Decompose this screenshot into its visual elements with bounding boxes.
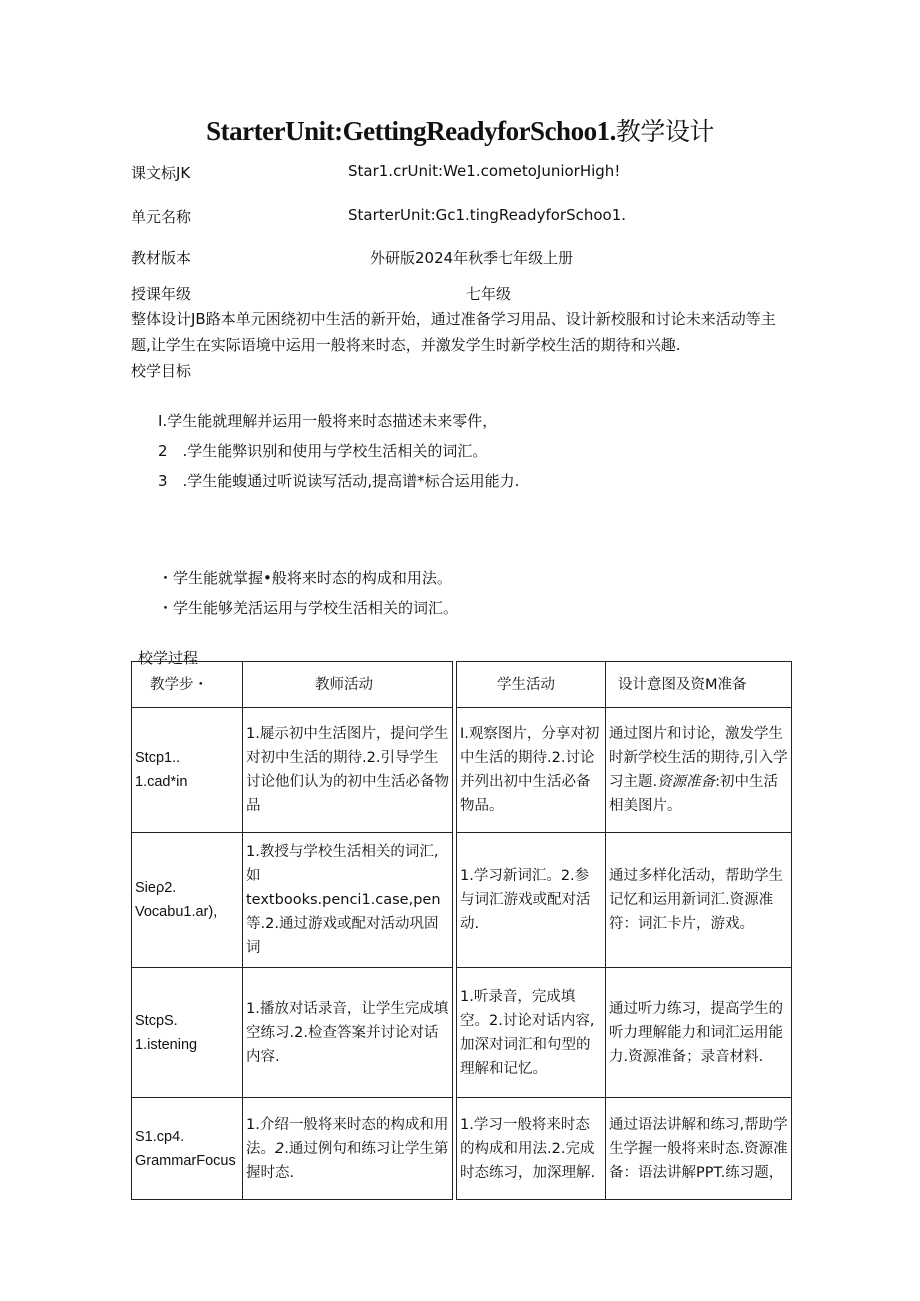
step-name: GrammarFocus <box>135 1152 236 1169</box>
table-row <box>132 968 792 1098</box>
field-label-textbook: 教材版本 <box>131 249 192 267</box>
step-name: Vocabu1.ar), <box>135 904 218 920</box>
table-row <box>132 1098 792 1200</box>
table-header-row <box>132 662 792 708</box>
step-cell <box>132 833 243 968</box>
design-intent-cell: 通过听力练习，提高学生的听力理解能力和词汇运用能力.资源准备；录音材料. <box>606 968 792 1098</box>
design-intent-cell: 通过多样化活动，帮助学生记忆和运用新词汇.资源准符：词汇卡片，游戏。 <box>606 833 792 968</box>
step-cell <box>132 968 243 1098</box>
step-cell <box>132 708 243 833</box>
field-label-lesson: 课文标JK <box>131 164 191 182</box>
key-point-item: ・学生能够羌活运用与学校生活相关的词汇。 <box>158 599 459 617</box>
objectives-label: 校学目标 <box>131 362 192 380</box>
field-value-grade: 七年级 <box>466 285 512 303</box>
teacher-activity-cell: 1.教授与学校生活相关的词汇,如textbooks.penci1.case,pen等.2.通过游戏或配对活动巩固词 <box>243 833 453 968</box>
table-row <box>132 708 792 833</box>
header-student-activity: 学生活动 <box>457 662 606 708</box>
teacher-text: 1.介绍一般将来时态的构成和用法。 <box>246 1116 449 1157</box>
step-name: 1.cad*in <box>135 774 188 790</box>
overall-design-paragraph: 整体设计JB路本单元困绕初中生活的新开始，通过准备学习用品、设计新校服和讨论未来活动等主题,让学生在实际语境中运用一般将来时态，并激发学生时新学校生活的期待和兴趣. <box>131 310 776 354</box>
field-label-grade: 授课年级 <box>131 285 192 303</box>
student-activity-cell: 1.听录音，完成填空。2.讨论对话内容,加深对词汇和句型的理解和记忆。 <box>457 968 606 1098</box>
field-label-unit: 单元名称 <box>131 208 192 226</box>
student-activity-cell: I.观察图片，分享对初中生活的期待.2.讨论并列出初中生活必备物品。 <box>457 708 606 833</box>
title-chinese: 教学设计 <box>615 117 714 146</box>
intent-resource-label: 资源准备 <box>657 774 716 790</box>
step-cell <box>132 1098 243 1200</box>
header-design-intent: 设计意图及资M准备 <box>606 662 792 708</box>
title-english: StarterUnit:GettingReadyforSchoo1. <box>206 116 616 146</box>
step-name: 1.istening <box>135 1036 198 1053</box>
step-number: Sieρ2. <box>135 880 177 896</box>
field-value-unit: StarterUnit:Gc1.tingReadyforSchoo1. <box>348 206 627 224</box>
intent-text: 通过图片和讨论，激发学生时新学校生活的期待,引入学习主题. <box>609 726 788 790</box>
process-label: 校学过程 <box>138 649 199 667</box>
student-activity-cell: 1.学习一般将来时态的构成和用法.2.完成时态练习，加深理解. <box>457 1098 606 1200</box>
intent-resource-text: :初中生活相美图片。 <box>609 774 778 814</box>
objective-item: I.学生能就理解并运用一般将来时态描述未来零件， <box>158 412 498 430</box>
teacher-activity-cell <box>243 1098 453 1200</box>
key-point-item: ・学生能就掌握•般将来时态的构成和用法。 <box>158 569 452 587</box>
design-intent-cell: 通过语法讲解和练习,帮助学生学握一般将来时态.资源准备：语法讲解PPT.练习题， <box>606 1098 792 1200</box>
objective-item: 3 .学生能蝮通过听说读写活动,提高谱*标合运用能力. <box>158 472 520 490</box>
design-intent-cell <box>606 708 792 833</box>
process-table <box>131 661 792 1200</box>
student-activity-cell: 1.学习新词汇。2.参与词汇游戏或配对活动. <box>457 833 606 968</box>
teacher-activity-cell: 1.屣示初中生活图片，提问学生对初中生活的期待.2.引导学生讨论他们认为的初中生活必备物品 <box>243 708 453 833</box>
teacher-activity-cell: 1.播放对话录音，让学生完成填空练习.2.检查答案并讨论对话内容. <box>243 968 453 1098</box>
step-number: S1.cp4. <box>135 1128 185 1145</box>
header-teacher-activity: 教师活动 <box>243 662 453 708</box>
document-title <box>0 112 920 148</box>
table-row <box>132 833 792 968</box>
step-number: Stcp1.. <box>135 750 181 766</box>
objective-item: 2 .学生能弊识别和使用与学校生活相关的词汇。 <box>158 442 488 460</box>
teacher-text-tail: .通过例句和练习让学生第握时态. <box>246 1140 449 1181</box>
field-value-lesson: Star1.crUnit:We1.cometoJuniorHigh! <box>348 162 621 180</box>
step-number: StcpS. <box>135 1012 178 1029</box>
header-step: 教学步・ <box>132 662 243 708</box>
teacher-italic-number: 2 <box>275 1140 285 1157</box>
field-value-textbook: 外研版2024年秋季七年级上册 <box>370 249 574 267</box>
